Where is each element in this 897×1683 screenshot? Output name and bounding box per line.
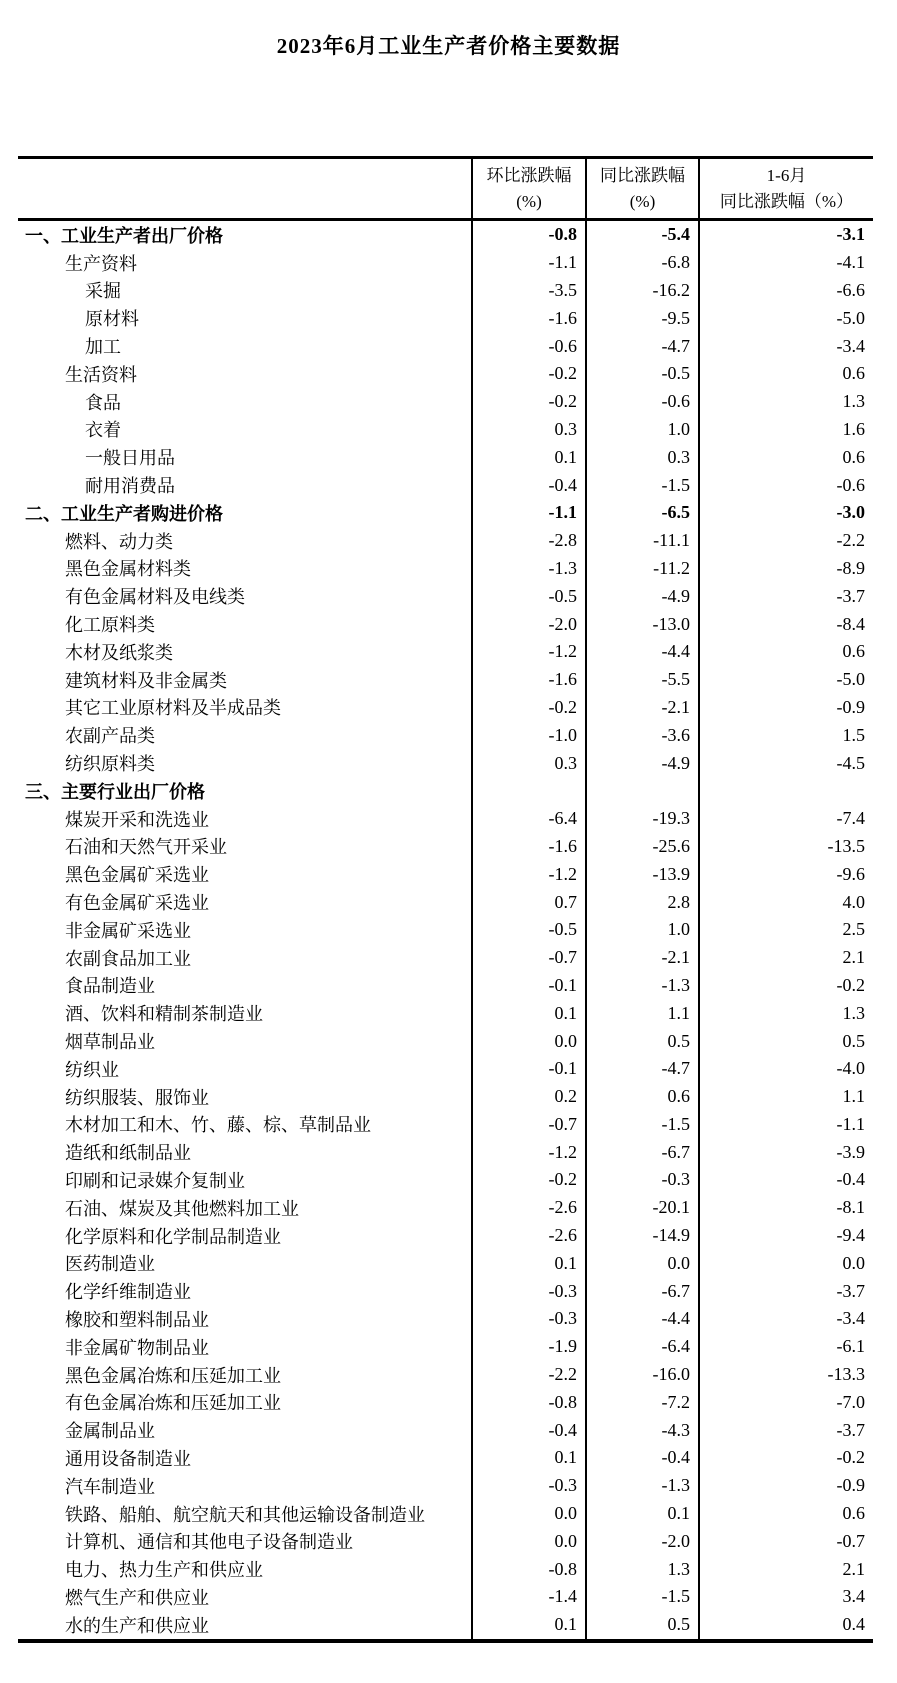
cell-ytd: 4.0 (842, 891, 865, 912)
cell-mom: -6.4 (473, 805, 587, 833)
cell-yoy: -6.5 (587, 499, 700, 527)
cell-mom: -0.5 (473, 916, 587, 944)
header-ytd-line2: 同比涨跌幅（%） (719, 191, 854, 211)
cell-mom: -1.6 (473, 666, 587, 694)
cell-ytd: -0.9 (836, 696, 865, 717)
cell-ytd: 1.6 (842, 418, 865, 439)
row-label: 燃气生产和供应业 (18, 1583, 473, 1611)
cell-ytd: -0.2 (836, 1447, 865, 1468)
cell-mom: -2.6 (473, 1222, 587, 1250)
cell-yoy: -1.3 (587, 1472, 700, 1500)
cell-yoy: -6.4 (587, 1333, 700, 1361)
table-row (18, 833, 873, 861)
cell-mom: -0.3 (473, 1305, 587, 1333)
table-row (18, 1555, 873, 1583)
row-label: 二、工业生产者购进价格 (18, 499, 473, 527)
row-label: 有色金属材料及电线类 (18, 582, 473, 610)
table-row (18, 916, 873, 944)
cell-yoy: 1.0 (587, 916, 700, 944)
cell-ytd: -3.7 (836, 1419, 865, 1440)
row-label: 化学原料和化学制品制造业 (18, 1222, 473, 1250)
cell-yoy: 0.5 (587, 1611, 700, 1639)
cell-ytd: -3.9 (836, 1141, 865, 1162)
row-label: 耐用消费品 (18, 471, 473, 499)
cell-mom: 0.7 (473, 888, 587, 916)
header-yoy (587, 159, 700, 218)
cell-yoy: -2.1 (587, 944, 700, 972)
cell-yoy: -2.1 (587, 694, 700, 722)
cell-yoy: -6.7 (587, 1138, 700, 1166)
row-label: 计算机、通信和其他电子设备制造业 (18, 1527, 473, 1555)
row-label: 黑色金属矿采选业 (18, 860, 473, 888)
cell-ytd: -7.0 (836, 1391, 865, 1412)
cell-yoy: -0.3 (587, 1166, 700, 1194)
table-row (18, 1138, 873, 1166)
table-row (18, 1166, 873, 1194)
row-label: 生产资料 (18, 249, 473, 277)
table-row (18, 1444, 873, 1472)
table-row (18, 1083, 873, 1111)
cell-yoy: -4.7 (587, 1055, 700, 1083)
cell-yoy: 1.3 (587, 1555, 700, 1583)
cell-ytd: -0.7 (836, 1530, 865, 1551)
cell-yoy: -4.7 (587, 332, 700, 360)
cell-mom: -0.3 (473, 1277, 587, 1305)
table-row (18, 499, 873, 527)
cell-ytd: -8.4 (836, 613, 865, 634)
header-mom-line1: 环比涨跌幅 (486, 165, 572, 185)
cell-yoy: -13.0 (587, 610, 700, 638)
row-label: 一般日用品 (18, 443, 473, 471)
table-row (18, 1583, 873, 1611)
cell-yoy: -11.1 (587, 527, 700, 555)
cell-yoy: -16.0 (587, 1361, 700, 1389)
cell-ytd: 0.6 (842, 446, 865, 467)
cell-mom: 0.3 (473, 749, 587, 777)
row-label: 烟草制品业 (18, 1027, 473, 1055)
header-mom (473, 159, 587, 218)
cell-mom: -1.2 (473, 860, 587, 888)
cell-yoy: -5.5 (587, 666, 700, 694)
cell-ytd: 0.4 (842, 1614, 865, 1635)
cell-mom: 0.0 (473, 1027, 587, 1055)
cell-yoy: -14.9 (587, 1222, 700, 1250)
table-row (18, 888, 873, 916)
cell-yoy: -1.5 (587, 1583, 700, 1611)
table-row (18, 555, 873, 583)
row-label: 原材料 (18, 304, 473, 332)
cell-yoy: -4.9 (587, 582, 700, 610)
row-label: 黑色金属冶炼和压延加工业 (18, 1361, 473, 1389)
table-row (18, 1027, 873, 1055)
row-label: 木材及纸浆类 (18, 638, 473, 666)
cell-ytd: -0.6 (836, 474, 865, 495)
row-label: 石油、煤炭及其他燃料加工业 (18, 1194, 473, 1222)
cell-ytd: 1.3 (842, 391, 865, 412)
row-label: 三、主要行业出厂价格 (18, 777, 473, 805)
cell-ytd: -2.2 (836, 530, 865, 551)
cell-yoy: -4.4 (587, 638, 700, 666)
table-row (18, 249, 873, 277)
cell-yoy (587, 777, 700, 805)
cell-ytd: -3.7 (836, 1280, 865, 1301)
cell-yoy: 1.1 (587, 999, 700, 1027)
cell-ytd: 3.4 (842, 1586, 865, 1607)
cell-mom: -2.0 (473, 610, 587, 638)
cell-ytd: -8.1 (836, 1197, 865, 1218)
cell-mom: -1.4 (473, 1583, 587, 1611)
cell-yoy: -6.8 (587, 249, 700, 277)
table-row (18, 1611, 873, 1639)
cell-yoy: -16.2 (587, 277, 700, 305)
cell-ytd: 1.3 (842, 1002, 865, 1023)
cell-ytd: 0.6 (842, 641, 865, 662)
table-row (18, 610, 873, 638)
cell-mom: -0.4 (473, 471, 587, 499)
row-label: 木材加工和木、竹、藤、棕、草制品业 (18, 1111, 473, 1139)
table-row (18, 527, 873, 555)
cell-yoy: 0.3 (587, 443, 700, 471)
cell-mom: -0.7 (473, 1111, 587, 1139)
row-label: 造纸和纸制品业 (18, 1138, 473, 1166)
table-row (18, 1416, 873, 1444)
cell-yoy: -9.5 (587, 304, 700, 332)
cell-mom: -2.2 (473, 1361, 587, 1389)
cell-ytd: -3.0 (836, 502, 865, 523)
table-row (18, 582, 873, 610)
cell-yoy: -1.3 (587, 972, 700, 1000)
row-label: 汽车制造业 (18, 1472, 473, 1500)
row-label: 农副产品类 (18, 721, 473, 749)
cell-mom: -0.2 (473, 360, 587, 388)
row-label: 印刷和记录媒介复制业 (18, 1166, 473, 1194)
cell-yoy: 0.1 (587, 1500, 700, 1528)
cell-ytd: -8.9 (836, 557, 865, 578)
row-label: 食品 (18, 388, 473, 416)
cell-ytd: -4.0 (836, 1058, 865, 1079)
cell-ytd: 0.6 (842, 1503, 865, 1524)
row-label: 一、工业生产者出厂价格 (18, 221, 473, 249)
cell-ytd: 2.5 (842, 919, 865, 940)
cell-mom: -1.1 (473, 499, 587, 527)
table-row (18, 1222, 873, 1250)
table-row (18, 1500, 873, 1528)
cell-mom: -0.1 (473, 1055, 587, 1083)
row-label: 纺织原料类 (18, 749, 473, 777)
cell-ytd: -9.6 (836, 863, 865, 884)
cell-yoy: 0.0 (587, 1249, 700, 1277)
table-row (18, 860, 873, 888)
row-label: 水的生产和供应业 (18, 1611, 473, 1639)
cell-yoy: -1.5 (587, 471, 700, 499)
header-ytd-line1: 1-6月 (766, 165, 807, 185)
table-row (18, 471, 873, 499)
row-label: 化工原料类 (18, 610, 473, 638)
row-label: 石油和天然气开采业 (18, 833, 473, 861)
table-row (18, 1194, 873, 1222)
cell-mom: 0.3 (473, 416, 587, 444)
table-row (18, 443, 873, 471)
row-label: 农副食品加工业 (18, 944, 473, 972)
row-label: 采掘 (18, 277, 473, 305)
row-label: 衣着 (18, 416, 473, 444)
cell-mom: -0.2 (473, 388, 587, 416)
table-row (18, 944, 873, 972)
row-label: 医药制造业 (18, 1249, 473, 1277)
cell-mom: -0.1 (473, 972, 587, 1000)
table-row (18, 1388, 873, 1416)
table-row (18, 388, 873, 416)
cell-mom: -0.8 (473, 1388, 587, 1416)
cell-mom: -0.5 (473, 582, 587, 610)
cell-mom: -2.6 (473, 1194, 587, 1222)
table-row (18, 332, 873, 360)
row-label: 纺织业 (18, 1055, 473, 1083)
cell-ytd: -0.9 (836, 1475, 865, 1496)
table-row (18, 805, 873, 833)
cell-yoy: -0.5 (587, 360, 700, 388)
cell-ytd: -4.1 (836, 252, 865, 273)
cell-yoy: 1.0 (587, 416, 700, 444)
table-row (18, 277, 873, 305)
header-ytd (700, 159, 873, 218)
cell-yoy: -19.3 (587, 805, 700, 833)
row-label: 煤炭开采和洗选业 (18, 805, 473, 833)
cell-ytd: -13.5 (827, 835, 865, 856)
row-label: 建筑材料及非金属类 (18, 666, 473, 694)
cell-yoy: -4.9 (587, 749, 700, 777)
cell-ytd: -3.1 (836, 224, 865, 245)
cell-ytd: 0.6 (842, 363, 865, 384)
cell-ytd: -0.2 (836, 974, 865, 995)
cell-yoy: -13.9 (587, 860, 700, 888)
cell-ytd: 1.1 (842, 1086, 865, 1107)
table-row (18, 638, 873, 666)
cell-mom: -0.8 (473, 221, 587, 249)
cell-mom: -1.1 (473, 249, 587, 277)
cell-mom: 0.0 (473, 1500, 587, 1528)
cell-ytd: -4.5 (836, 752, 865, 773)
table-row (18, 666, 873, 694)
cell-ytd: -3.4 (836, 335, 865, 356)
table-row (18, 749, 873, 777)
cell-ytd: -5.0 (836, 669, 865, 690)
cell-yoy: -0.4 (587, 1444, 700, 1472)
table-row (18, 777, 873, 805)
row-label: 金属制品业 (18, 1416, 473, 1444)
row-label: 黑色金属材料类 (18, 555, 473, 583)
table-row (18, 1472, 873, 1500)
table-row (18, 1277, 873, 1305)
cell-mom: -0.8 (473, 1555, 587, 1583)
row-label: 非金属矿采选业 (18, 916, 473, 944)
row-label: 铁路、船舶、航空航天和其他运输设备制造业 (18, 1500, 473, 1528)
cell-yoy: -11.2 (587, 555, 700, 583)
cell-mom: 0.1 (473, 1249, 587, 1277)
row-label: 纺织服装、服饰业 (18, 1083, 473, 1111)
table-header (18, 159, 873, 221)
row-label: 化学纤维制造业 (18, 1277, 473, 1305)
row-label: 加工 (18, 332, 473, 360)
table-row (18, 1305, 873, 1333)
cell-yoy: -0.6 (587, 388, 700, 416)
cell-mom: -0.4 (473, 1416, 587, 1444)
table-row (18, 360, 873, 388)
table-row (18, 972, 873, 1000)
producer-price-table (18, 156, 873, 1643)
cell-yoy: -25.6 (587, 833, 700, 861)
cell-yoy: -5.4 (587, 221, 700, 249)
cell-mom: 0.2 (473, 1083, 587, 1111)
row-label: 非金属矿物制品业 (18, 1333, 473, 1361)
header-yoy-line1: 同比涨跌幅 (600, 165, 685, 185)
cell-ytd: -5.0 (836, 307, 865, 328)
cell-mom: -1.9 (473, 1333, 587, 1361)
cell-mom: -1.0 (473, 721, 587, 749)
cell-mom: -0.3 (473, 1472, 587, 1500)
table-row (18, 721, 873, 749)
header-empty-cell (18, 159, 473, 218)
table-row (18, 1111, 873, 1139)
cell-mom: -0.2 (473, 694, 587, 722)
header-yoy-line2: (%) (629, 191, 656, 211)
cell-yoy: -4.4 (587, 1305, 700, 1333)
cell-mom: -2.8 (473, 527, 587, 555)
row-label: 橡胶和塑料制品业 (18, 1305, 473, 1333)
cell-ytd: -9.4 (836, 1225, 865, 1246)
table-row (18, 999, 873, 1027)
cell-ytd: -3.4 (836, 1308, 865, 1329)
table-row (18, 1361, 873, 1389)
cell-ytd: -6.6 (836, 279, 865, 300)
cell-ytd: 1.5 (842, 724, 865, 745)
cell-yoy: -6.7 (587, 1277, 700, 1305)
table-row (18, 1249, 873, 1277)
table-row (18, 1527, 873, 1555)
table-row (18, 1055, 873, 1083)
row-label: 生活资料 (18, 360, 473, 388)
cell-mom: -1.2 (473, 1138, 587, 1166)
table-row (18, 416, 873, 444)
cell-mom (473, 777, 587, 805)
cell-yoy: 0.5 (587, 1027, 700, 1055)
table-row (18, 694, 873, 722)
cell-yoy: -20.1 (587, 1194, 700, 1222)
cell-mom: 0.1 (473, 1444, 587, 1472)
page-title: 2023年6月工业生产者价格主要数据 (276, 34, 621, 58)
cell-mom: -1.3 (473, 555, 587, 583)
table-body (18, 221, 873, 1639)
cell-ytd: 2.1 (842, 947, 865, 968)
row-label: 食品制造业 (18, 972, 473, 1000)
cell-mom: -1.6 (473, 304, 587, 332)
cell-yoy: -4.3 (587, 1416, 700, 1444)
cell-mom: -0.6 (473, 332, 587, 360)
cell-ytd (700, 777, 873, 805)
cell-yoy: -3.6 (587, 721, 700, 749)
row-label: 有色金属冶炼和压延加工业 (18, 1388, 473, 1416)
row-label: 酒、饮料和精制茶制造业 (18, 999, 473, 1027)
header-mom-line2: (%) (516, 191, 542, 211)
cell-ytd: 2.1 (842, 1558, 865, 1579)
cell-mom: -1.2 (473, 638, 587, 666)
cell-mom: 0.1 (473, 443, 587, 471)
cell-ytd: -13.3 (827, 1364, 865, 1385)
row-label: 其它工业原材料及半成品类 (18, 694, 473, 722)
cell-yoy: -1.5 (587, 1111, 700, 1139)
cell-yoy: -7.2 (587, 1388, 700, 1416)
cell-ytd: 0.5 (842, 1030, 865, 1051)
cell-yoy: 2.8 (587, 888, 700, 916)
cell-ytd: -1.1 (836, 1113, 865, 1134)
table-row (18, 304, 873, 332)
cell-mom: -1.6 (473, 833, 587, 861)
cell-yoy: -2.0 (587, 1527, 700, 1555)
cell-mom: -0.2 (473, 1166, 587, 1194)
row-label: 通用设备制造业 (18, 1444, 473, 1472)
cell-mom: 0.0 (473, 1527, 587, 1555)
row-label: 电力、热力生产和供应业 (18, 1555, 473, 1583)
table-row (18, 221, 873, 249)
row-label: 燃料、动力类 (18, 527, 473, 555)
cell-mom: -0.7 (473, 944, 587, 972)
row-label: 有色金属矿采选业 (18, 888, 473, 916)
cell-yoy: 0.6 (587, 1083, 700, 1111)
cell-ytd: -7.4 (836, 808, 865, 829)
cell-ytd: 0.0 (842, 1252, 865, 1273)
cell-mom: 0.1 (473, 1611, 587, 1639)
cell-ytd: -6.1 (836, 1336, 865, 1357)
cell-ytd: -0.4 (836, 1169, 865, 1190)
table-row (18, 1333, 873, 1361)
cell-ytd: -3.7 (836, 585, 865, 606)
cell-mom: -3.5 (473, 277, 587, 305)
cell-mom: 0.1 (473, 999, 587, 1027)
